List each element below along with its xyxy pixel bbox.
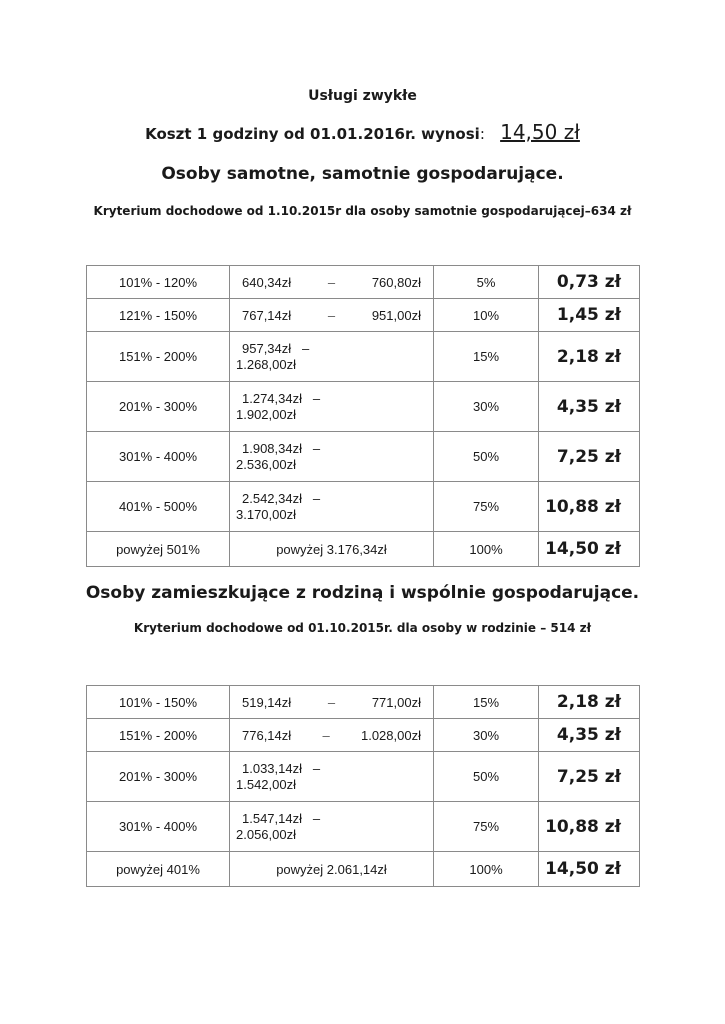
rate-cell: 15% xyxy=(434,332,539,382)
amount-separator: – xyxy=(327,274,336,290)
fee-cell: 14,50 zł xyxy=(539,852,640,887)
income-amount-cell xyxy=(230,686,434,719)
income-range-cell: 301% - 400% xyxy=(87,802,230,852)
fee-cell: 14,50 zł xyxy=(539,532,640,567)
amount-from: 640,34zł xyxy=(242,274,292,290)
income-range-cell: 301% - 400% xyxy=(87,432,230,482)
income-amount-cell xyxy=(230,382,434,432)
fee-cell: 10,88 zł xyxy=(539,482,640,532)
amount-over: powyżej 3.176,34zł xyxy=(276,541,387,557)
income-range-cell: 151% - 200% xyxy=(87,332,230,382)
amount-to: 771,00zł xyxy=(371,694,421,710)
rate-cell: 50% xyxy=(434,752,539,802)
amount-from: 1.908,34zł xyxy=(242,440,302,456)
rate-cell: 5% xyxy=(434,266,539,299)
income-amount-cell xyxy=(230,299,434,332)
income-amount-cell xyxy=(230,719,434,752)
amount-separator: – xyxy=(312,760,321,776)
amount-separator: – xyxy=(312,390,321,406)
fee-cell: 2,18 zł xyxy=(539,332,640,382)
rate-cell: 10% xyxy=(434,299,539,332)
income-amount-cell xyxy=(230,266,434,299)
income-range-cell: powyżej 401% xyxy=(87,852,230,887)
amount-from: 2.542,34zł xyxy=(242,490,302,506)
table-row xyxy=(87,332,640,382)
income-range-cell: 101% - 120% xyxy=(87,266,230,299)
hourly-cost-line xyxy=(0,120,725,144)
rate-cell: 30% xyxy=(434,382,539,432)
amount-over: powyżej 2.061,14zł xyxy=(276,861,387,877)
section2-title: Osoby zamieszkujące z rodziną i wspólnie gospodarujące. xyxy=(85,583,640,603)
income-range-cell: 201% - 300% xyxy=(87,382,230,432)
amount-from: 776,14zł xyxy=(242,727,292,743)
fee-cell: 4,35 zł xyxy=(539,719,640,752)
income-range-cell: 151% - 200% xyxy=(87,719,230,752)
table-row xyxy=(87,482,640,532)
rate-cell: 15% xyxy=(434,686,539,719)
amount-to: 1.268,00zł xyxy=(236,356,296,372)
amount-from: 1.547,14zł xyxy=(242,810,302,826)
table-row xyxy=(87,719,640,752)
amount-separator: – xyxy=(312,440,321,456)
amount-separator: – xyxy=(312,810,321,826)
amount-separator: – xyxy=(327,307,336,323)
rate-cell: 100% xyxy=(434,852,539,887)
amount-from: 1.274,34zł xyxy=(242,390,302,406)
rate-cell: 30% xyxy=(434,719,539,752)
amount-from: 957,34zł xyxy=(242,340,292,356)
fee-table-family xyxy=(86,685,640,887)
section1-title: Osoby samotne, samotnie gospodarujące. xyxy=(161,164,564,184)
income-range-cell: 101% - 150% xyxy=(87,686,230,719)
amount-separator: – xyxy=(312,490,321,506)
amount-to: 1.542,00zł xyxy=(236,776,296,792)
fee-cell: 1,45 zł xyxy=(539,299,640,332)
income-amount-cell xyxy=(230,432,434,482)
fee-table-single xyxy=(86,265,640,567)
table-row xyxy=(87,802,640,852)
rate-cell: 75% xyxy=(434,802,539,852)
rate-cell: 100% xyxy=(434,532,539,567)
income-amount-cell xyxy=(230,802,434,852)
fee-cell: 4,35 zł xyxy=(539,382,640,432)
income-amount-cell xyxy=(230,752,434,802)
fee-cell: 10,88 zł xyxy=(539,802,640,852)
amount-from: 519,14zł xyxy=(242,694,292,710)
rate-cell: 75% xyxy=(434,482,539,532)
amount-from: 767,14zł xyxy=(242,307,292,323)
amount-to: 3.170,00zł xyxy=(236,506,296,522)
amount-to: 1.028,00zł xyxy=(360,727,421,743)
fee-cell: 7,25 zł xyxy=(539,752,640,802)
income-range-cell: 121% - 150% xyxy=(87,299,230,332)
table-row xyxy=(87,752,640,802)
hourly-cost-colon: : xyxy=(479,125,485,143)
amount-to: 760,80zł xyxy=(371,274,421,290)
services-heading: Usługi zwykłe xyxy=(308,88,417,104)
amount-to: 2.056,00zł xyxy=(236,826,296,842)
income-amount-cell xyxy=(230,332,434,382)
table-row xyxy=(87,432,640,482)
table-row xyxy=(87,852,640,887)
amount-to: 1.902,00zł xyxy=(236,406,296,422)
income-range-cell: 401% - 500% xyxy=(87,482,230,532)
fee-cell: 0,73 zł xyxy=(539,266,640,299)
section2-criterion: Kryterium dochodowe od 01.10.2015r. dla osoby w rodzinie – 514 zł xyxy=(133,621,592,635)
income-amount-cell xyxy=(230,482,434,532)
table-row xyxy=(87,686,640,719)
table-row xyxy=(87,532,640,567)
amount-from: 1.033,14zł xyxy=(242,760,302,776)
table-row xyxy=(87,382,640,432)
table-row xyxy=(87,266,640,299)
rate-cell: 50% xyxy=(434,432,539,482)
hourly-cost-label: Koszt 1 godziny od 01.01.2016r. wynosi xyxy=(145,125,480,143)
income-amount-cell xyxy=(230,852,434,887)
income-range-cell: powyżej 501% xyxy=(87,532,230,567)
income-amount-cell xyxy=(230,532,434,567)
table-row xyxy=(87,299,640,332)
amount-separator: – xyxy=(302,340,310,356)
fee-cell: 2,18 zł xyxy=(539,686,640,719)
amount-separator: – xyxy=(327,694,336,710)
income-range-cell: 201% - 300% xyxy=(87,752,230,802)
amount-to: 951,00zł xyxy=(371,307,421,323)
amount-to: 2.536,00zł xyxy=(236,456,296,472)
hourly-cost-value: 14,50 zł xyxy=(500,120,580,144)
fee-cell: 7,25 zł xyxy=(539,432,640,482)
section1-criterion: Kryterium dochodowe od 1.10.2015r dla osoby samotnie gospodarującej–634 zł xyxy=(93,204,632,218)
amount-separator: – xyxy=(322,727,330,743)
